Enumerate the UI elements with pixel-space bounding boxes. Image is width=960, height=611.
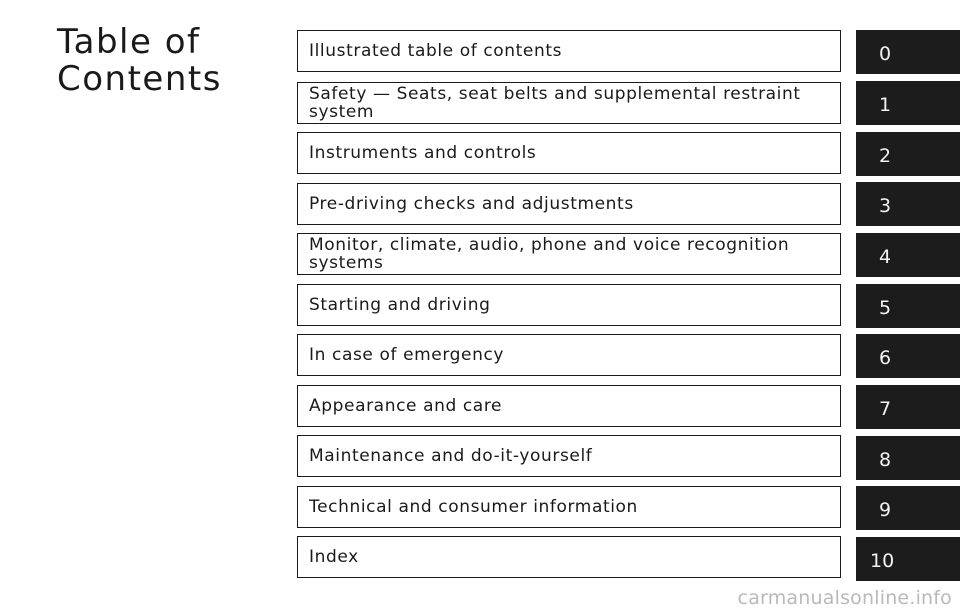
- toc-entry-technical[interactable]: [297, 486, 841, 528]
- chapter-tab-0[interactable]: 0: [856, 30, 960, 74]
- chapter-tab-4[interactable]: 4: [856, 233, 960, 277]
- chapter-tab-10[interactable]: 10: [856, 537, 960, 581]
- toc-entry-maintenance[interactable]: [297, 435, 841, 477]
- page-title-line-2: Contents: [57, 59, 222, 99]
- chapter-tab-7[interactable]: 7: [856, 385, 960, 429]
- toc-entry-safety[interactable]: [297, 82, 841, 124]
- chapter-tab-5[interactable]: 5: [856, 284, 960, 328]
- toc-entry-label: Technical and consumer information: [309, 497, 638, 517]
- watermark-text: carmanualsonline.info: [737, 587, 952, 609]
- toc-entry-label: Instruments and controls: [309, 143, 537, 163]
- chapter-tab-6[interactable]: 6: [856, 334, 960, 378]
- toc-entry-label: In case of emergency: [309, 345, 505, 365]
- toc-entry-label: Monitor, climate, audio, phone and voice recognition systems: [309, 235, 790, 273]
- toc-entry-label: Appearance and care: [309, 396, 503, 416]
- chapter-tab-2[interactable]: 2: [856, 132, 960, 176]
- toc-entry-instruments[interactable]: [297, 132, 841, 174]
- toc-entry-label: Maintenance and do-it-yourself: [309, 446, 593, 466]
- chapter-tab-8[interactable]: 8: [856, 436, 960, 480]
- toc-entry-emergency[interactable]: [297, 334, 841, 376]
- toc-entry-pre-driving[interactable]: [297, 183, 841, 225]
- toc-entry-label: Pre-driving checks and adjustments: [309, 194, 634, 214]
- toc-entry-label: Safety — Seats, seat belts and supplemental restraint system: [309, 84, 801, 122]
- toc-entry-index[interactable]: [297, 536, 841, 578]
- toc-entry-label: Starting and driving: [309, 295, 491, 315]
- toc-entry-label: Illustrated table of contents: [309, 41, 563, 61]
- chapter-tab-9[interactable]: 9: [856, 486, 960, 530]
- chapter-tab-3[interactable]: 3: [856, 182, 960, 226]
- page-title: [57, 24, 257, 98]
- toc-entry-appearance[interactable]: [297, 385, 841, 427]
- toc-entry-monitor-climate[interactable]: [297, 233, 841, 275]
- toc-entry-starting-driving[interactable]: [297, 284, 841, 326]
- page-title-line-1: Table of: [57, 22, 201, 62]
- chapter-tab-1[interactable]: 1: [856, 81, 960, 125]
- toc-entry-label: Index: [309, 547, 359, 567]
- toc-entry-illustrated-contents[interactable]: [297, 30, 841, 72]
